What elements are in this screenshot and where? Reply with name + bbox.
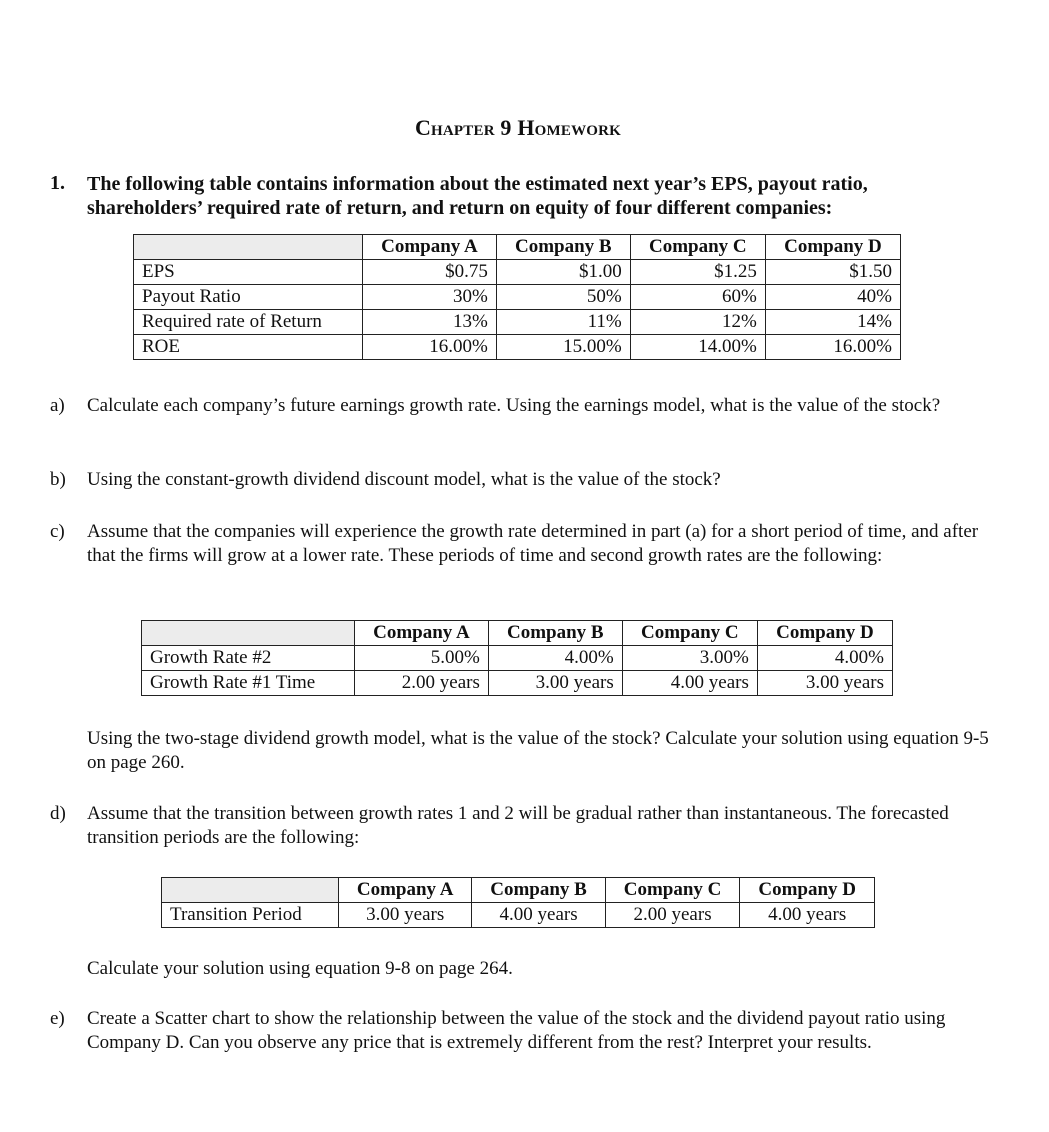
header-company-c: Company C <box>630 235 765 260</box>
table-cell: 16.00% <box>363 335 497 360</box>
table-cell: 4.00 years <box>472 903 605 928</box>
table-corner-cell <box>142 621 355 646</box>
part-c-text: Assume that the companies will experience the growth rate determined in part (a) for a short period of time, and after that the firms will grow at a lower rate. These periods of time and second growth rates are the following: <box>87 521 979 566</box>
table-cell: 4.00 years <box>740 903 875 928</box>
table-cell: 60% <box>630 285 765 310</box>
table-header-row <box>142 621 893 646</box>
table-corner-cell <box>162 878 339 903</box>
row-label: Required rate of Return <box>134 310 363 335</box>
table-row <box>134 260 901 285</box>
part-e-text: Create a Scatter chart to show the relationship between the value of the stock and the dividend payout ratio using Company D. Can you observe any price that is extremely different from the rest? Interpret your results. <box>87 1008 946 1053</box>
header-company-d: Company D <box>765 235 900 260</box>
table-cell: 16.00% <box>765 335 900 360</box>
table-row <box>134 310 901 335</box>
part-b-text: Using the constant-growth dividend discount model, what is the value of the stock? <box>87 469 721 490</box>
part-c-followup-text: Using the two-stage dividend growth model, what is the value of the stock? Calculate your solution using equation 9-5 on page 260. <box>87 728 989 773</box>
table-cell: 3.00 years <box>488 671 622 696</box>
part-d-label: d) <box>50 803 66 824</box>
row-label: EPS <box>134 260 363 285</box>
table-cell: $1.00 <box>496 260 630 285</box>
table-row <box>142 671 893 696</box>
part-a-text: Calculate each company’s future earnings growth rate. Using the earnings model, what is the value of the stock? <box>87 395 941 416</box>
part-e-label: e) <box>50 1008 65 1029</box>
table-cell: 3.00 years <box>757 671 892 696</box>
part-a-label: a) <box>50 395 65 416</box>
row-label: ROE <box>134 335 363 360</box>
table-cell: 15.00% <box>496 335 630 360</box>
table-cell: 3.00 years <box>339 903 472 928</box>
table-cell: 4.00% <box>757 646 892 671</box>
table-row <box>142 646 893 671</box>
row-label: Transition Period <box>162 903 339 928</box>
header-company-d: Company D <box>740 878 875 903</box>
question-number: 1. <box>50 172 65 194</box>
row-label: Growth Rate #2 <box>142 646 355 671</box>
table-cell: $0.75 <box>363 260 497 285</box>
table-cell: 2.00 years <box>355 671 489 696</box>
header-company-b: Company B <box>488 621 622 646</box>
table-row <box>134 285 901 310</box>
table-cell: 5.00% <box>355 646 489 671</box>
table-cell: 14% <box>765 310 900 335</box>
table-cell: 30% <box>363 285 497 310</box>
table-corner-cell <box>134 235 363 260</box>
header-company-c: Company C <box>622 621 757 646</box>
header-company-c: Company C <box>605 878 740 903</box>
table-cell: 4.00 years <box>622 671 757 696</box>
table-cell: 11% <box>496 310 630 335</box>
part-d-followup-text: Calculate your solution using equation 9-8 on page 264. <box>87 958 513 979</box>
table-cell: 40% <box>765 285 900 310</box>
part-d-text: Assume that the transition between growth rates 1 and 2 will be gradual rather than instantaneous. The forecasted transition periods are the following: <box>87 803 949 848</box>
table-header-row <box>162 878 875 903</box>
page-title: Chapter 9 Homework <box>414 115 622 140</box>
table-row <box>134 335 901 360</box>
table-row <box>162 903 875 928</box>
table-header-row <box>134 235 901 260</box>
table-cell: 13% <box>363 310 497 335</box>
table-cell: 14.00% <box>630 335 765 360</box>
header-company-a: Company A <box>363 235 497 260</box>
header-company-a: Company A <box>355 621 489 646</box>
part-b-label: b) <box>50 469 66 490</box>
growth-rate-table <box>141 620 893 696</box>
header-company-a: Company A <box>339 878 472 903</box>
part-c-label: c) <box>50 521 65 542</box>
header-company-b: Company B <box>496 235 630 260</box>
header-company-b: Company B <box>472 878 605 903</box>
company-data-table <box>133 234 901 360</box>
table-cell: $1.25 <box>630 260 765 285</box>
table-cell: 12% <box>630 310 765 335</box>
question-text: The following table contains information about the estimated next year’s EPS, payout ratio, shareholders’ required rate of return, and return on equity of four different companies: <box>87 173 868 219</box>
table-cell: 50% <box>496 285 630 310</box>
table-cell: $1.50 <box>765 260 900 285</box>
row-label: Payout Ratio <box>134 285 363 310</box>
transition-period-table <box>161 877 875 928</box>
table-cell: 4.00% <box>488 646 622 671</box>
header-company-d: Company D <box>757 621 892 646</box>
table-cell: 3.00% <box>622 646 757 671</box>
row-label: Growth Rate #1 Time <box>142 671 355 696</box>
table-cell: 2.00 years <box>605 903 740 928</box>
